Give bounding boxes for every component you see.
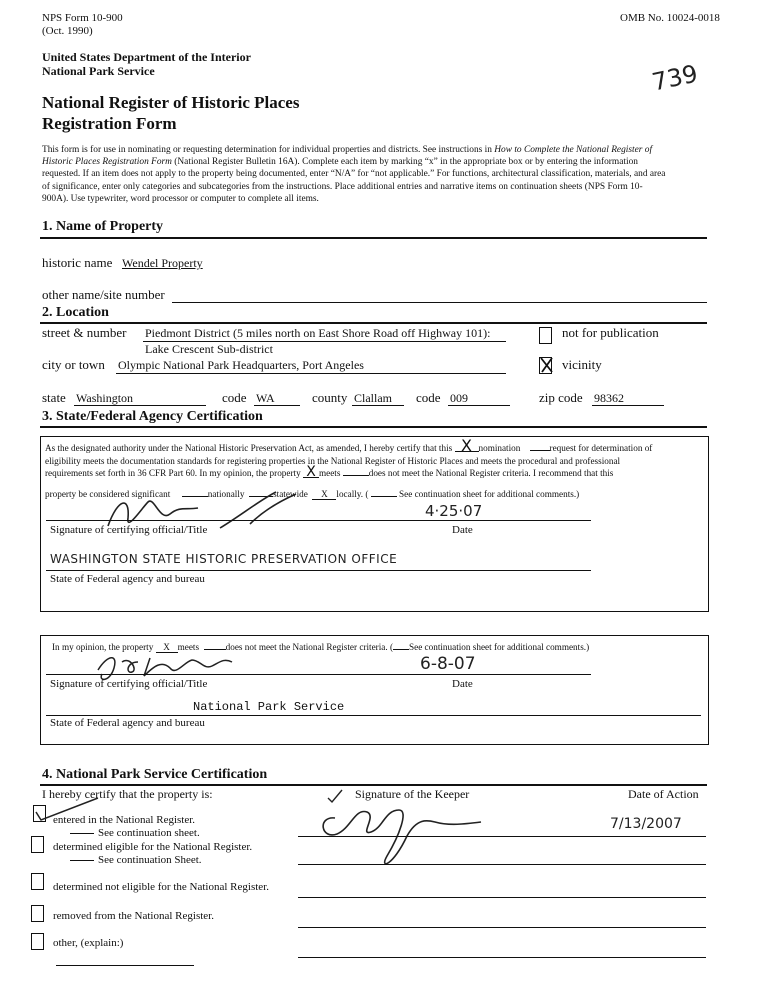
- state-value[interactable]: Washington: [76, 391, 134, 405]
- instructions: This form is for use in nominating or requesting determination for individual properties and districts. See instructions in How to Complete the National Register of Historic Places Registration Form (National Register Bulletin 16A). Complete each item by marking “x” in the appropriate box or by entering the information requested. If an item does not apply to the property being documented, enter “N/A” for “not applicable.” For functions, architectural classification, materials, and area of significance, enter only categories and subcategories from the instructions. Place additional entries and narrative items on continuation sheets (NPS Form 10- 900A). Use typewriter, word processor or computer to complete all items.: [42, 145, 666, 204]
- certify-label: I hereby certify that the property is:: [42, 787, 213, 801]
- state-agency-label: State of Federal agency and bureau: [50, 573, 205, 585]
- street-value-line2[interactable]: Lake Crescent Sub-district: [145, 342, 273, 356]
- street-value-line1[interactable]: Piedmont District (5 miles north on East Shore Road off Highway 101):: [145, 326, 491, 340]
- service-name: National Park Service: [42, 64, 155, 78]
- vicinity-label: vicinity: [562, 357, 602, 372]
- county-code-label: code: [416, 390, 441, 405]
- section4-heading: 4. National Park Service Certification: [42, 767, 268, 782]
- date-of-action-label: Date of Action: [628, 787, 699, 801]
- state-label: state: [42, 390, 66, 405]
- city-label: city or town: [42, 357, 105, 372]
- zip-value[interactable]: 98362: [594, 391, 624, 405]
- form-title-line2: Registration Form: [42, 114, 177, 133]
- vicinity-check-mark-icon: [539, 356, 555, 374]
- state-certification-text: As the designated authority under the National Historic Preservation Act, as amended, I hereby certify that this X nomination request for determination of eligibility meets the documentation standards for registering properties in the National Register of Historic Places and meets the procedural and professional requirements set forth in 36 CFR Part 60. In my opinion, the property X meets does not meet the National Register criteria. I recommend that this: [45, 436, 653, 480]
- not-eligible-checkbox[interactable]: [31, 873, 44, 890]
- federal-date-label: Date: [452, 678, 473, 690]
- date-of-action-value[interactable]: 7/13/2007: [610, 816, 682, 832]
- other-checkbox[interactable]: [31, 933, 44, 950]
- federal-date-value[interactable]: 6-8-07: [420, 654, 476, 674]
- form-number: NPS Form 10-900: [42, 12, 123, 24]
- section2-heading: 2. Location: [42, 305, 109, 320]
- section3-heading: 3. State/Federal Agency Certification: [42, 409, 263, 424]
- zip-label: zip code: [539, 390, 583, 405]
- county-value[interactable]: Clallam: [354, 391, 392, 405]
- form-title-line1: National Register of Historic Places: [42, 93, 300, 112]
- keeper-label: Signature of the Keeper: [355, 787, 470, 801]
- see-continuation-1: See continuation sheet.: [70, 827, 200, 839]
- eligible-checkbox[interactable]: [31, 836, 44, 853]
- federal-opinion-text: In my opinion, the property X meets does not meet the National Register criteria. ( See continuation sheet for additional comments.): [52, 642, 590, 652]
- city-value[interactable]: Olympic National Park Headquarters, Port Angeles: [118, 358, 364, 372]
- not-for-publication-label: not for publication: [562, 325, 659, 340]
- county-code-value[interactable]: 009: [450, 391, 468, 405]
- see-continuation-2: See continuation Sheet.: [70, 854, 202, 866]
- handwritten-number: 739: [649, 59, 701, 97]
- section1-heading: 1. Name of Property: [42, 219, 164, 234]
- eligible-label: determined eligible for the National Register.: [53, 841, 253, 853]
- removed-checkbox[interactable]: [31, 905, 44, 922]
- form-date: (Oct. 1990): [42, 25, 93, 37]
- other-explain-line[interactable]: [56, 965, 194, 966]
- state-cert-date-value[interactable]: 4·25·07: [425, 502, 483, 520]
- omb-number: OMB No. 10024-0018: [620, 12, 720, 24]
- other-name-label: other name/site number: [42, 287, 165, 302]
- historic-name-label: historic name: [42, 255, 113, 270]
- federal-sig-label: Signature of certifying official/Title: [50, 678, 208, 690]
- not-for-publication-checkbox[interactable]: [539, 327, 552, 344]
- department-name: United States Department of the Interior: [42, 50, 251, 64]
- code-value[interactable]: WA: [256, 391, 275, 405]
- not-eligible-label: determined not eligible for the National Register.: [53, 881, 269, 893]
- entered-label: entered in the National Register.: [53, 814, 196, 826]
- code-label: code: [222, 390, 247, 405]
- significance-line: property be considered significant nationally statewide X locally. ( See continuation sheet for additional comments.): [45, 489, 580, 499]
- other-label: other, (explain:): [53, 937, 124, 949]
- state-date-label: Date: [452, 524, 473, 536]
- federal-agency-value[interactable]: National Park Service: [193, 700, 345, 714]
- state-sig-label: Signature of certifying official/Title: [50, 524, 208, 536]
- street-label: street & number: [42, 325, 127, 340]
- federal-agency-label: State of Federal agency and bureau: [50, 717, 205, 729]
- removed-label: removed from the National Register.: [53, 910, 214, 922]
- historic-name-value[interactable]: Wendel Property: [122, 256, 203, 270]
- county-label: county: [312, 390, 348, 405]
- state-agency-handwritten[interactable]: WASHINGTON STATE HISTORIC PRESERVATION OFFICE: [50, 552, 398, 566]
